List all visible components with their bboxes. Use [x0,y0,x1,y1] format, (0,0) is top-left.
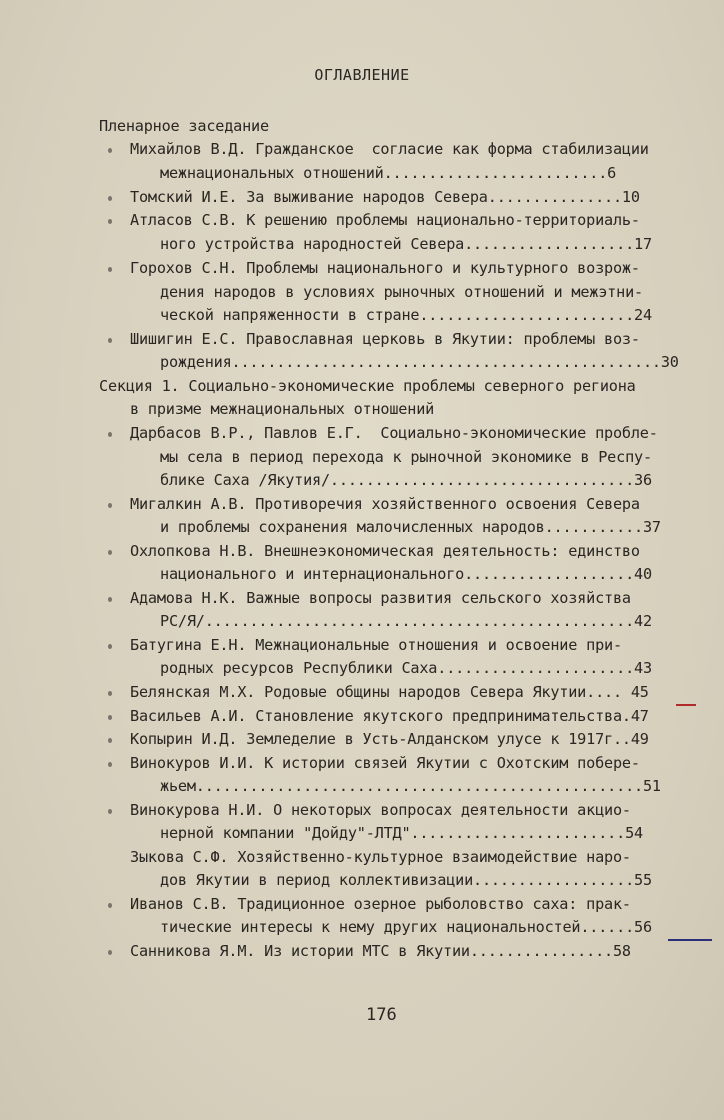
margin-mark [108,196,112,201]
toc-entry-line: Белянская М.Х. Родовые общины народов Севера Якутии.... 45 [130,683,649,701]
toc-entry-line: Винокурова Н.И. О некоторых вопросах деятельности акцио- [130,801,631,819]
margin-mark [108,503,112,508]
toc-entry-line: национального и интернационального...................40 [160,565,652,583]
toc-entry-line: Винокуров И.И. К истории связей Якутии с Охотским побере- [130,754,640,772]
toc-entry-line: Охлопкова Н.В. Внешнеэкономическая деятельность: единство [130,542,640,560]
toc-entry-line: Дарбасов В.Р., Павлов Е.Г. Социально-экономические пробле- [130,424,658,442]
margin-mark [108,691,112,696]
toc-entry-line: ного устройства народностей Севера...................17 [160,235,652,253]
margin-mark [108,148,112,153]
toc-entry-line: межнациональных отношений.........................6 [160,164,617,182]
toc-entry-line: блике Саха /Якутия/..................................36 [160,471,652,489]
toc-entry-line: тические интересы к нему других национальностей......56 [160,918,652,936]
margin-mark [108,715,112,720]
margin-mark [108,550,112,555]
margin-mark [108,338,112,343]
margin-mark [108,762,112,767]
toc-entry-line: Зыкова С.Ф. Хозяйственно-культурное взаимодействие наро- [130,848,631,866]
toc-entry-line: Копырин И.Д. Земледелие в Усть-Алданском улусе к 1917г..49 [130,730,649,748]
margin-mark [108,950,112,955]
toc-entry-line: Мигалкин А.В. Противоречия хозяйственного освоения Севера [130,495,640,513]
margin-mark [108,267,112,272]
toc-entry-line: жьем..................................................51 [160,777,661,795]
section-heading-plenary: Пленарное заседание [99,117,269,135]
toc-entry-line: Михайлов В.Д. Гражданское согласие как форма стабилизации [130,140,649,158]
toc-entry-line: Адамова Н.К. Важные вопросы развития сельского хозяйства [130,589,631,607]
handwritten-underline-56 [668,939,712,941]
toc-entry-line: дов Якутии в период коллективизации..................55 [160,871,652,889]
toc-entry-line: и проблемы сохранения малочисленных народов...........37 [160,518,661,536]
toc-entry-line: Шишигин Е.С. Православная церковь в Якутии: проблемы воз- [130,330,640,348]
margin-mark [108,644,112,649]
toc-entry-line: Батугина Е.Н. Межнациональные отношения и освоение при- [130,636,622,654]
toc-entry-line: Васильев А.И. Становление якутского предпринимательства.47 [130,707,649,725]
margin-mark [108,738,112,743]
toc-title: ОГЛАВЛЕНИЕ [314,66,410,84]
toc-entry-line: дения народов в условиях рыночных отношений и межэтни- [160,283,643,301]
toc-entry-line: родных ресурсов Республики Саха......................43 [160,659,652,677]
toc-entry-line: ческой напряженности в стране........................24 [160,306,652,324]
margin-mark [108,219,112,224]
section-heading-section-1: Секция 1. Социально-экономические проблемы северного региона [99,377,636,395]
toc-entry-line: рождения................................................30 [160,353,679,371]
margin-mark [108,809,112,814]
margin-mark [108,903,112,908]
margin-mark [108,597,112,602]
toc-entry-line: Иванов С.В. Традиционное озерное рыболовство саха: прак- [130,895,631,913]
margin-mark [108,432,112,437]
toc-entry-line: РС/Я/................................................42 [160,612,652,630]
toc-entry-line: Санникова Я.М. Из истории МТС в Якутии................58 [130,942,631,960]
toc-entry-line: Атласов С.В. К решению проблемы национально-территориаль- [130,211,640,229]
page-number: 176 [366,1005,397,1025]
section-heading-section-1-cont: в призме межнациональных отношений [130,400,435,418]
toc-entry-line: нерной компании "Дойду"-ЛТД"........................54 [160,824,643,842]
toc-entry-line: Горохов С.Н. Проблемы национального и культурного возрож- [130,259,640,277]
toc-entry-line: Томский И.Е. За выживание народов Севера...............10 [130,188,640,206]
toc-entry-line: мы села в период перехода к рыночной экономике в Респу- [160,448,652,466]
handwritten-underline-45 [676,704,696,706]
